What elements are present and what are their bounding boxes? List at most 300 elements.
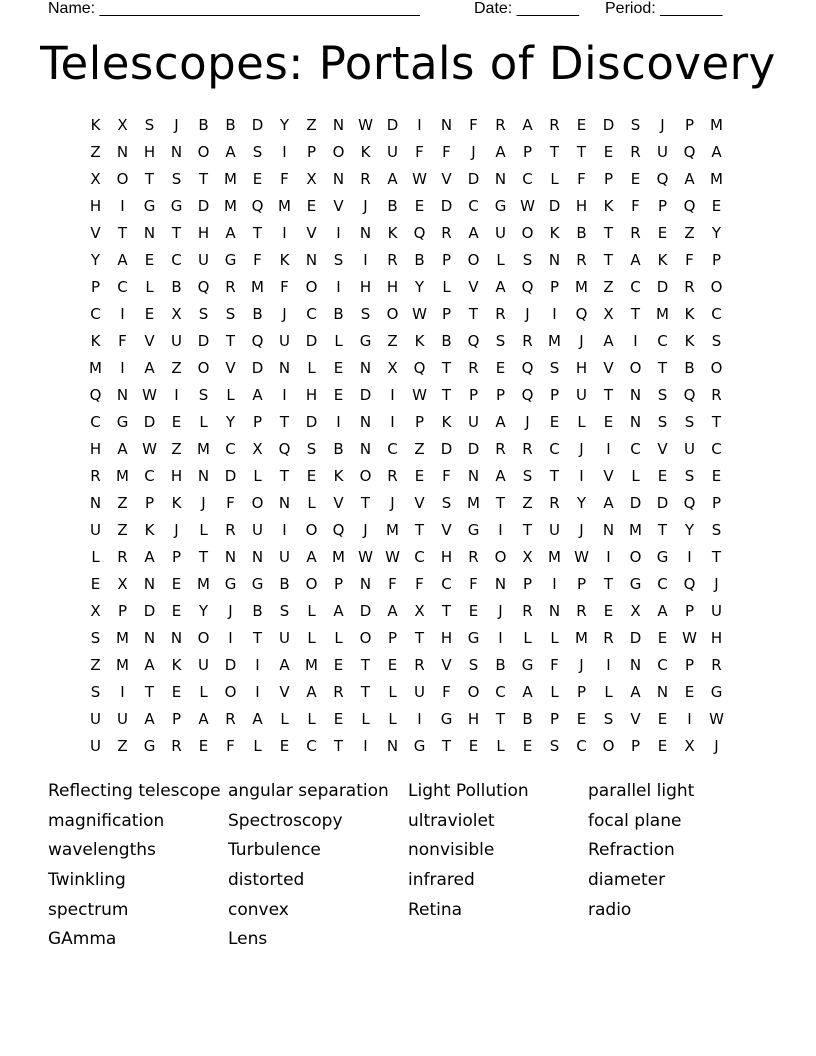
grid-letter[interactable]: Q [278,440,291,458]
grid-letter[interactable]: C [630,278,641,296]
grid-letter[interactable]: F [469,575,478,593]
grid-letter[interactable]: P [252,413,263,431]
grid-letter[interactable]: E [684,683,695,701]
grid-letter[interactable]: N [251,548,264,566]
grid-letter[interactable]: V [225,359,236,377]
grid-letter[interactable]: L [334,332,343,350]
grid-letter[interactable]: P [684,602,695,620]
grid-letter[interactable]: T [603,386,614,404]
grid-letter[interactable]: S [549,737,560,755]
grid-letter[interactable]: M [575,278,588,296]
grid-letter[interactable]: L [496,251,505,269]
grid-letter[interactable]: O [629,548,642,566]
grid-letter[interactable]: Q [656,170,669,188]
grid-letter[interactable]: G [251,575,264,593]
grid-letter[interactable]: U [576,386,587,404]
grid-letter[interactable]: M [386,521,399,539]
grid-letter[interactable]: A [225,224,236,242]
grid-letter[interactable]: E [333,656,344,674]
grid-letter[interactable]: R [576,602,587,620]
grid-letter[interactable]: I [633,332,638,350]
grid-letter[interactable]: T [360,683,371,701]
grid-letter[interactable]: S [360,305,371,323]
grid-letter[interactable]: J [579,656,584,674]
grid-letter[interactable]: B [171,278,182,296]
grid-letter[interactable]: R [225,710,236,728]
grid-letter[interactable]: A [711,143,722,161]
grid-letter[interactable]: Z [684,224,695,242]
grid-letter[interactable]: A [252,386,263,404]
grid-letter[interactable]: T [468,305,479,323]
grid-letter[interactable]: E [657,737,668,755]
grid-letter[interactable]: R [387,251,398,269]
grid-letter[interactable]: O [602,737,615,755]
grid-letter[interactable]: L [550,683,559,701]
grid-letter[interactable]: M [224,197,237,215]
grid-letter[interactable]: P [522,575,533,593]
grid-letter[interactable]: S [90,683,101,701]
grid-letter[interactable]: L [199,683,208,701]
grid-letter[interactable]: I [417,710,422,728]
grid-letter[interactable]: A [333,602,344,620]
grid-letter[interactable]: S [171,170,182,188]
grid-letter[interactable]: T [657,521,668,539]
grid-letter[interactable]: I [174,386,179,404]
grid-letter[interactable]: Q [683,197,696,215]
grid-letter[interactable]: A [495,467,506,485]
grid-letter[interactable]: L [550,170,559,188]
grid-letter[interactable]: T [414,521,425,539]
grid-letter[interactable]: I [336,413,341,431]
grid-letter[interactable]: C [90,305,101,323]
grid-letter[interactable]: Q [683,494,696,512]
grid-letter[interactable]: Y [576,494,587,512]
grid-letter[interactable]: G [170,197,183,215]
grid-letter[interactable]: C [711,440,722,458]
grid-letter[interactable]: I [552,575,557,593]
grid-letter[interactable]: C [144,467,155,485]
grid-letter[interactable]: T [711,413,722,431]
grid-letter[interactable]: N [359,440,372,458]
grid-letter[interactable]: S [144,116,155,134]
grid-letter[interactable]: K [90,116,101,134]
grid-letter[interactable]: P [576,683,587,701]
grid-letter[interactable]: J [525,305,530,323]
grid-letter[interactable]: E [657,224,668,242]
grid-letter[interactable]: A [144,359,155,377]
grid-letter[interactable]: T [441,359,452,377]
grid-letter[interactable]: R [90,467,101,485]
grid-letter[interactable]: D [143,413,156,431]
grid-letter[interactable]: W [385,548,400,566]
grid-letter[interactable]: C [630,440,641,458]
grid-letter[interactable]: Y [711,224,722,242]
grid-letter[interactable]: M [197,440,210,458]
grid-letter[interactable]: T [630,305,641,323]
grid-letter[interactable]: G [116,413,129,431]
grid-letter[interactable]: E [468,602,479,620]
grid-letter[interactable]: B [198,116,209,134]
grid-letter[interactable]: L [307,494,316,512]
grid-letter[interactable]: U [279,332,290,350]
grid-letter[interactable]: N [386,737,399,755]
grid-letter[interactable]: J [660,116,665,134]
grid-letter[interactable]: L [253,737,262,755]
grid-letter[interactable]: T [414,629,425,647]
grid-letter[interactable]: O [197,359,210,377]
grid-letter[interactable]: L [388,683,397,701]
grid-letter[interactable]: C [387,440,398,458]
grid-letter[interactable]: R [711,386,722,404]
grid-letter[interactable]: E [468,737,479,755]
grid-letter[interactable]: V [603,467,614,485]
grid-letter[interactable]: J [471,143,476,161]
grid-letter[interactable]: S [279,602,290,620]
grid-letter[interactable]: K [171,656,182,674]
grid-letter[interactable]: Q [251,197,264,215]
grid-letter[interactable]: G [521,656,534,674]
grid-letter[interactable]: R [468,548,479,566]
grid-letter[interactable]: A [495,413,506,431]
grid-letter[interactable]: B [252,602,263,620]
grid-letter[interactable]: X [603,305,614,323]
name-field[interactable]: Name: ____________________________________ [48,0,420,17]
grid-letter[interactable]: G [440,710,453,728]
grid-letter[interactable]: N [602,521,615,539]
grid-letter[interactable]: C [306,305,317,323]
grid-letter[interactable]: S [630,116,641,134]
grid-letter[interactable]: N [170,629,183,647]
grid-letter[interactable]: T [711,548,722,566]
grid-letter[interactable]: U [252,521,263,539]
grid-letter[interactable]: J [363,521,368,539]
grid-letter[interactable]: G [224,251,237,269]
grid-letter[interactable]: S [225,305,236,323]
grid-letter[interactable]: P [306,143,317,161]
grid-letter[interactable]: L [334,629,343,647]
grid-letter[interactable]: Q [683,386,696,404]
grid-letter[interactable]: G [359,332,372,350]
grid-letter[interactable]: O [386,305,399,323]
grid-letter[interactable]: D [224,467,237,485]
grid-letter[interactable]: F [685,251,694,269]
grid-letter[interactable]: O [710,278,723,296]
grid-letter[interactable]: L [307,629,316,647]
grid-letter[interactable]: F [577,170,586,188]
grid-letter[interactable]: A [225,143,236,161]
grid-letter[interactable]: C [522,170,533,188]
grid-letter[interactable]: R [117,548,128,566]
grid-letter[interactable]: Z [171,440,182,458]
grid-letter[interactable]: C [495,683,506,701]
grid-letter[interactable]: O [197,629,210,647]
grid-letter[interactable]: X [414,602,425,620]
grid-letter[interactable]: G [710,683,723,701]
grid-letter[interactable]: E [603,413,614,431]
grid-letter[interactable]: D [440,440,453,458]
grid-letter[interactable]: B [414,251,425,269]
grid-letter[interactable]: M [656,305,669,323]
grid-letter[interactable]: B [495,656,506,674]
grid-letter[interactable]: V [90,224,101,242]
grid-letter[interactable]: I [282,386,287,404]
grid-letter[interactable]: O [359,629,372,647]
grid-letter[interactable]: R [360,170,371,188]
grid-letter[interactable]: K [333,467,344,485]
grid-letter[interactable]: T [495,494,506,512]
grid-letter[interactable]: E [657,629,668,647]
grid-letter[interactable]: E [252,170,263,188]
grid-letter[interactable]: A [117,440,128,458]
grid-letter[interactable]: M [332,548,345,566]
grid-letter[interactable]: J [201,494,206,512]
grid-letter[interactable]: F [226,494,235,512]
grid-letter[interactable]: Q [197,278,210,296]
grid-letter[interactable]: E [576,116,587,134]
grid-letter[interactable]: K [414,332,425,350]
grid-letter[interactable]: T [603,251,614,269]
grid-letter[interactable]: Y [225,413,236,431]
grid-letter[interactable]: T [495,710,506,728]
grid-letter[interactable]: Y [90,251,101,269]
grid-letter[interactable]: C [171,251,182,269]
grid-letter[interactable]: Q [521,278,534,296]
grid-letter[interactable]: F [442,467,451,485]
grid-letter[interactable]: U [549,521,560,539]
grid-letter[interactable]: X [117,575,128,593]
grid-letter[interactable]: D [467,440,480,458]
grid-letter[interactable]: E [603,602,614,620]
grid-letter[interactable]: Y [414,278,425,296]
grid-letter[interactable]: I [282,224,287,242]
grid-letter[interactable]: R [171,737,182,755]
grid-letter[interactable]: J [579,521,584,539]
grid-letter[interactable]: N [359,413,372,431]
grid-letter[interactable]: I [606,548,611,566]
grid-letter[interactable]: C [576,737,587,755]
period-field[interactable]: Period: _______ [605,0,723,17]
grid-letter[interactable]: N [143,575,156,593]
grid-letter[interactable]: P [387,629,398,647]
grid-letter[interactable]: K [90,332,101,350]
grid-letter[interactable]: I [363,737,368,755]
grid-letter[interactable]: R [630,224,641,242]
grid-letter[interactable]: I [606,656,611,674]
grid-letter[interactable]: N [278,494,291,512]
grid-letter[interactable]: R [225,278,236,296]
grid-letter[interactable]: M [710,170,723,188]
grid-letter[interactable]: T [522,521,533,539]
grid-letter[interactable]: C [441,575,452,593]
grid-letter[interactable]: A [387,170,398,188]
grid-letter[interactable]: E [549,413,560,431]
grid-letter[interactable]: X [117,116,128,134]
grid-letter[interactable]: O [494,548,507,566]
grid-letter[interactable]: R [603,629,614,647]
grid-letter[interactable]: K [441,413,452,431]
grid-letter[interactable]: A [603,332,614,350]
grid-letter[interactable]: N [467,467,480,485]
grid-letter[interactable]: W [412,386,427,404]
grid-letter[interactable]: R [414,656,425,674]
grid-letter[interactable]: N [656,683,669,701]
grid-letter[interactable]: C [657,656,668,674]
grid-letter[interactable]: N [494,170,507,188]
grid-letter[interactable]: S [198,305,209,323]
grid-letter[interactable]: M [278,197,291,215]
grid-letter[interactable]: I [120,197,125,215]
grid-letter[interactable]: P [441,305,452,323]
grid-letter[interactable]: T [441,737,452,755]
grid-letter[interactable]: I [552,305,557,323]
grid-letter[interactable]: M [629,521,642,539]
grid-letter[interactable]: L [388,710,397,728]
grid-letter[interactable]: W [412,170,427,188]
grid-letter[interactable]: C [549,440,560,458]
grid-letter[interactable]: C [657,575,668,593]
grid-letter[interactable]: E [306,467,317,485]
grid-letter[interactable]: Z [117,737,128,755]
grid-letter[interactable]: N [494,575,507,593]
grid-letter[interactable]: D [224,656,237,674]
grid-letter[interactable]: E [657,467,668,485]
grid-letter[interactable]: T [603,575,614,593]
grid-letter[interactable]: O [710,359,723,377]
grid-letter[interactable]: P [684,656,695,674]
grid-letter[interactable]: H [575,197,588,215]
grid-letter[interactable]: V [441,656,452,674]
grid-letter[interactable]: P [630,737,641,755]
grid-letter[interactable]: J [282,305,287,323]
grid-letter[interactable]: R [495,305,506,323]
grid-letter[interactable]: E [576,710,587,728]
grid-letter[interactable]: Z [117,521,128,539]
grid-letter[interactable]: A [468,224,479,242]
grid-letter[interactable]: S [684,413,695,431]
grid-letter[interactable]: R [225,521,236,539]
grid-letter[interactable]: I [336,224,341,242]
grid-letter[interactable]: T [225,332,236,350]
grid-letter[interactable]: B [522,710,533,728]
grid-letter[interactable]: Q [413,224,426,242]
grid-letter[interactable]: J [174,116,179,134]
grid-letter[interactable]: E [522,737,533,755]
grid-letter[interactable]: N [548,602,561,620]
grid-letter[interactable]: P [549,710,560,728]
grid-letter[interactable]: A [387,602,398,620]
grid-letter[interactable]: G [143,197,156,215]
grid-letter[interactable]: R [333,683,344,701]
grid-letter[interactable]: C [90,413,101,431]
grid-letter[interactable]: R [549,116,560,134]
grid-letter[interactable]: A [603,494,614,512]
grid-letter[interactable]: M [467,494,480,512]
grid-letter[interactable]: I [579,467,584,485]
grid-letter[interactable]: K [171,494,182,512]
grid-letter[interactable]: V [306,224,317,242]
grid-letter[interactable]: S [441,494,452,512]
grid-letter[interactable]: Q [413,359,426,377]
grid-letter[interactable]: W [142,440,157,458]
grid-letter[interactable]: E [171,683,182,701]
grid-letter[interactable]: R [495,440,506,458]
grid-letter[interactable]: E [495,359,506,377]
grid-letter[interactable]: U [657,143,668,161]
grid-letter[interactable]: U [198,251,209,269]
grid-letter[interactable]: D [548,197,561,215]
grid-letter[interactable]: T [198,548,209,566]
grid-letter[interactable]: F [631,197,640,215]
grid-letter[interactable]: Q [683,575,696,593]
grid-letter[interactable]: P [90,278,101,296]
grid-letter[interactable]: J [579,440,584,458]
grid-letter[interactable]: B [576,224,587,242]
grid-letter[interactable]: O [332,143,345,161]
grid-letter[interactable]: J [714,575,719,593]
grid-letter[interactable]: L [199,521,208,539]
grid-letter[interactable]: M [116,629,129,647]
grid-letter[interactable]: A [252,710,263,728]
grid-letter[interactable]: Y [684,521,695,539]
grid-letter[interactable]: T [441,386,452,404]
grid-letter[interactable]: S [468,656,479,674]
grid-letter[interactable]: N [116,386,129,404]
grid-letter[interactable]: S [90,629,101,647]
grid-letter[interactable]: H [89,197,102,215]
grid-letter[interactable]: P [711,251,722,269]
grid-letter[interactable]: J [714,737,719,755]
grid-letter[interactable]: D [359,386,372,404]
grid-letter[interactable]: R [441,224,452,242]
grid-letter[interactable]: U [495,224,506,242]
grid-letter[interactable]: M [116,656,129,674]
grid-letter[interactable]: O [224,683,237,701]
grid-letter[interactable]: N [143,224,156,242]
grid-letter[interactable]: E [333,386,344,404]
grid-letter[interactable]: C [306,737,317,755]
grid-letter[interactable]: N [89,494,102,512]
grid-letter[interactable]: X [90,170,101,188]
grid-letter[interactable]: D [440,197,453,215]
grid-letter[interactable]: E [198,737,209,755]
grid-letter[interactable]: Z [306,116,317,134]
grid-letter[interactable]: S [522,251,533,269]
grid-letter[interactable]: L [550,629,559,647]
grid-letter[interactable]: M [224,170,237,188]
grid-letter[interactable]: E [387,656,398,674]
date-field[interactable]: Date: _______ [474,0,579,17]
grid-letter[interactable]: O [305,521,318,539]
grid-letter[interactable]: Q [575,305,588,323]
grid-letter[interactable]: I [687,710,692,728]
grid-letter[interactable]: V [414,494,425,512]
grid-letter[interactable]: Z [117,494,128,512]
grid-letter[interactable]: Z [414,440,425,458]
grid-letter[interactable]: O [467,683,480,701]
grid-letter[interactable]: J [390,494,395,512]
grid-letter[interactable]: S [549,359,560,377]
grid-letter[interactable]: T [117,224,128,242]
grid-letter[interactable]: A [306,548,317,566]
grid-letter[interactable]: O [305,575,318,593]
grid-letter[interactable]: D [143,602,156,620]
grid-letter[interactable]: I [255,656,260,674]
grid-letter[interactable]: A [495,278,506,296]
grid-letter[interactable]: T [441,602,452,620]
grid-letter[interactable]: Q [521,386,534,404]
grid-letter[interactable]: T [144,683,155,701]
grid-letter[interactable]: K [657,251,668,269]
